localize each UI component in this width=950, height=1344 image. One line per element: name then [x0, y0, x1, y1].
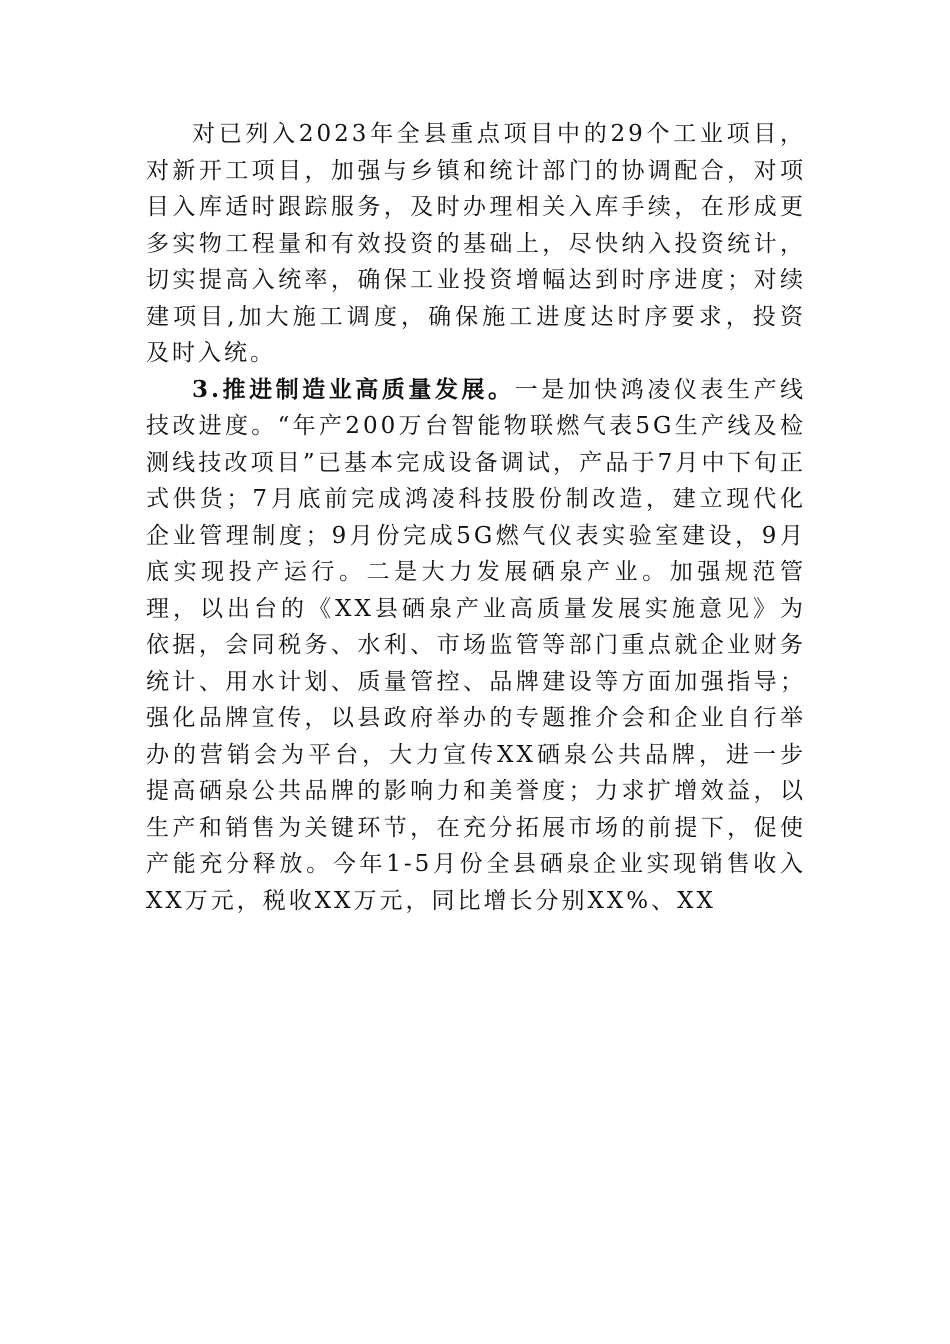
document-body: [146, 116, 806, 919]
paragraph-manufacturing: [146, 372, 806, 920]
paragraph-text: 对已列入2023年全县重点项目中的29个工业项目，对新开工项目，加强与乡镇和统计部门的协调配合，对项目入库适时跟踪服务，及时办理相关入库手续，在形成更多实物工程量和有效投资的基础上，尽快纳入投资统计，切实提高入统率，确保工业投资增幅达到时序进度；对续建项目,加大施工调度，确保施工进度达时序要求，投资及时入统。: [146, 121, 806, 366]
section-heading-manufacturing: 3.推进制造业高质量发展。: [192, 375, 515, 403]
paragraph-industrial-projects: [146, 116, 806, 372]
paragraph-text: 一是加快鸿凌仪表生产线技改进度。“年产200万台智能物联燃气表5G生产线及检测线技改项目”已基本完成设备调试，产品于7月中下旬正式供货；7月底前完成鸿凌科技股份制改造，建立现代化企业管理制度；9月份完成5G燃气仪表实验室建设，9月底实现投产运行。二是大力发展硒泉产业。加强规范管理，以出台的《XX县硒泉产业高质量发展实施意见》为依据，会同税务、水利、市场监管等部门重点就企业财务统计、用水计划、质量管控、品牌建设等方面加强指导；强化品牌宣传，以县政府举办的专题推介会和企业自行举办的营销会为平台，大力宣传XX硒泉公共品牌，进一步提高硒泉公共品牌的影响力和美誉度；力求扩增效益，以生产和销售为关键环节，在充分拓展市场的前提下，促使产能充分释放。今年1-5月份全县硒泉企业实现销售收入XX万元，税收XX万元，同比增长分别XX%、XX: [146, 376, 807, 914]
